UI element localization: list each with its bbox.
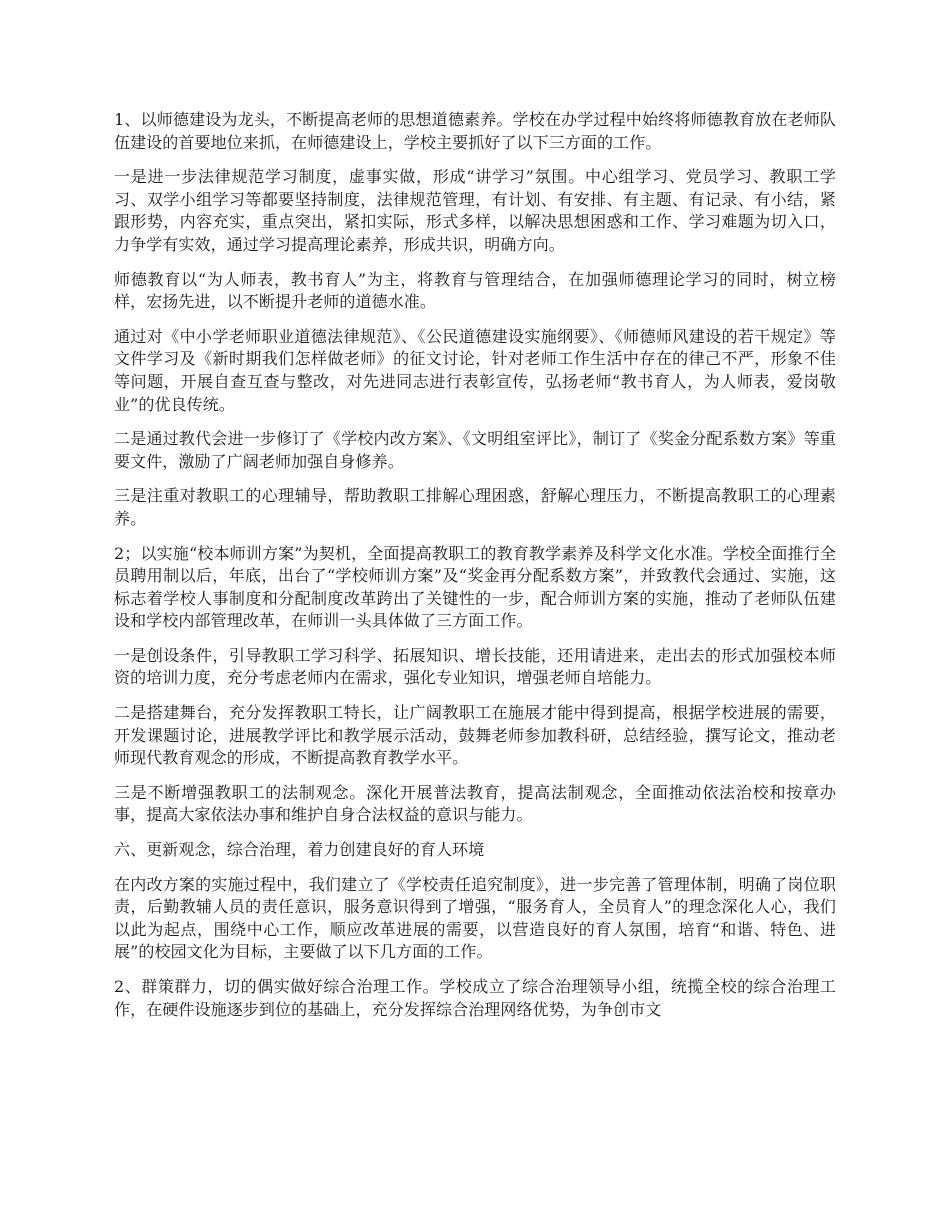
paragraph-12: 在内改方案的实施过程中，我们建立了《学校责任追究制度》，进一步完善了管理体制，明确了岗位职责，后勤教辅人员的责任意识，服务意识得到了增强，“服务育人，全员育人”的理念深化人心，我们以此为起点，围绕中心工作，顺应改革进展的需要，以营造良好的育人氛围，培育“和谐、特色、进展”的校园文化为目标，主要做了以下几方面的工作。 [114, 874, 836, 962]
paragraph-5: 二是通过教代会进一步修订了《学校内改方案》、《文明组室评比》，制订了《奖金分配系数方案》等重要文件，激励了广阔老师加强自身修养。 [114, 429, 836, 471]
paragraph-9: 二是搭建舞台，充分发挥教职工特长，让广阔教职工在施展才能中得到提高，根据学校进展的需要，开发课题讨论，进展教学评比和教学展示活动，鼓舞老师参加教科研，总结经验，撰写论文，推动老师现代教育观念的形成，不断提高教育教学水平。 [114, 703, 836, 768]
paragraph-10: 三是不断增强教职工的法制观念。深化开展普法教育，提高法制观念，全面推动依法治校和按章办事，提高大家依法办事和维护自身合法权益的意识与能力。 [114, 782, 836, 825]
paragraph-1: 1、以师德建设为龙头，不断提高老师的思想道德素养。学校在办学过程中始终将师德教育放在老师队伍建设的首要地位来抓，在师德建设上，学校主要抓好了以下三方面的工作。 [114, 110, 836, 152]
section-heading: 六、更新观念，综合治理，着力创建良好的育人环境 [114, 840, 485, 860]
paragraph-8: 一是创设条件，引导教职工学习科学、拓展知识、增长技能，还用请进来，走出去的形式加强校本师资的培训力度，充分考虑老师内在需求，强化专业知识，增强老师自培能力。 [114, 645, 836, 688]
paragraph-4: 通过对《中小学老师职业道德法律规范》、《公民道德建设实施纲要》、《师德师风建设的若干规定》等文件学习及《新时期我们怎样做老师》的征文讨论，针对老师工作生活中存在的律己不严，形象不佳等问题，开展自查互查与整改，对先进同志进行表彰宣传，弘扬老师“教书育人，为人师表，爱岗敬业”的优良传统。 [114, 326, 836, 414]
paragraph-6: 三是注重对教职工的心理辅导，帮助教职工排解心理困惑，舒解心理压力，不断提高教职工的心理素养。 [114, 486, 836, 528]
paragraph-3: 师德教育以“为人师表，教书育人”为主，将教育与管理结合，在加强师德理论学习的同时，树立榜样，宏扬先进，以不断提升老师的道德水准。 [114, 269, 836, 312]
paragraph-13: 2、群策群力，切的偶实做好综合治理工作。学校成立了综合治理领导小组，统揽全校的综合治理工作，在硬件设施逐步到位的基础上，充分发挥综合治理网络优势，为争创市文 [114, 977, 836, 1019]
paragraph-2: 一是进一步法律规范学习制度，虚事实做，形成“讲学习”氛围。中心组学习、党员学习、教职工学习、双学小组学习等都要坚持制度，法律规范管理，有计划、有安排、有主题、有记录、有小结，紧跟形势，内容充实，重点突出，紧扣实际，形式多样，以解决思想困惑和工作、学习难题为切入口，力争学有实效，通过学习提高理论素养，形成共识，明确方向。 [114, 167, 836, 254]
paragraph-7: 2；以实施“校本师训方案”为契机，全面提高教职工的教育教学素养及科学文化水准。学校全面推行全员聘用制以后，年底，出台了“学校师训方案”及“奖金再分配系数方案”，并致教代会通过、实施，这标志着学校人事制度和分配制度改革跨出了关键性的一步，配合师训方案的实施，推动了老师队伍建设和学校内部管理改革，在师训一头具体做了三方面工作。 [114, 543, 836, 631]
document-body [114, 109, 836, 1033]
